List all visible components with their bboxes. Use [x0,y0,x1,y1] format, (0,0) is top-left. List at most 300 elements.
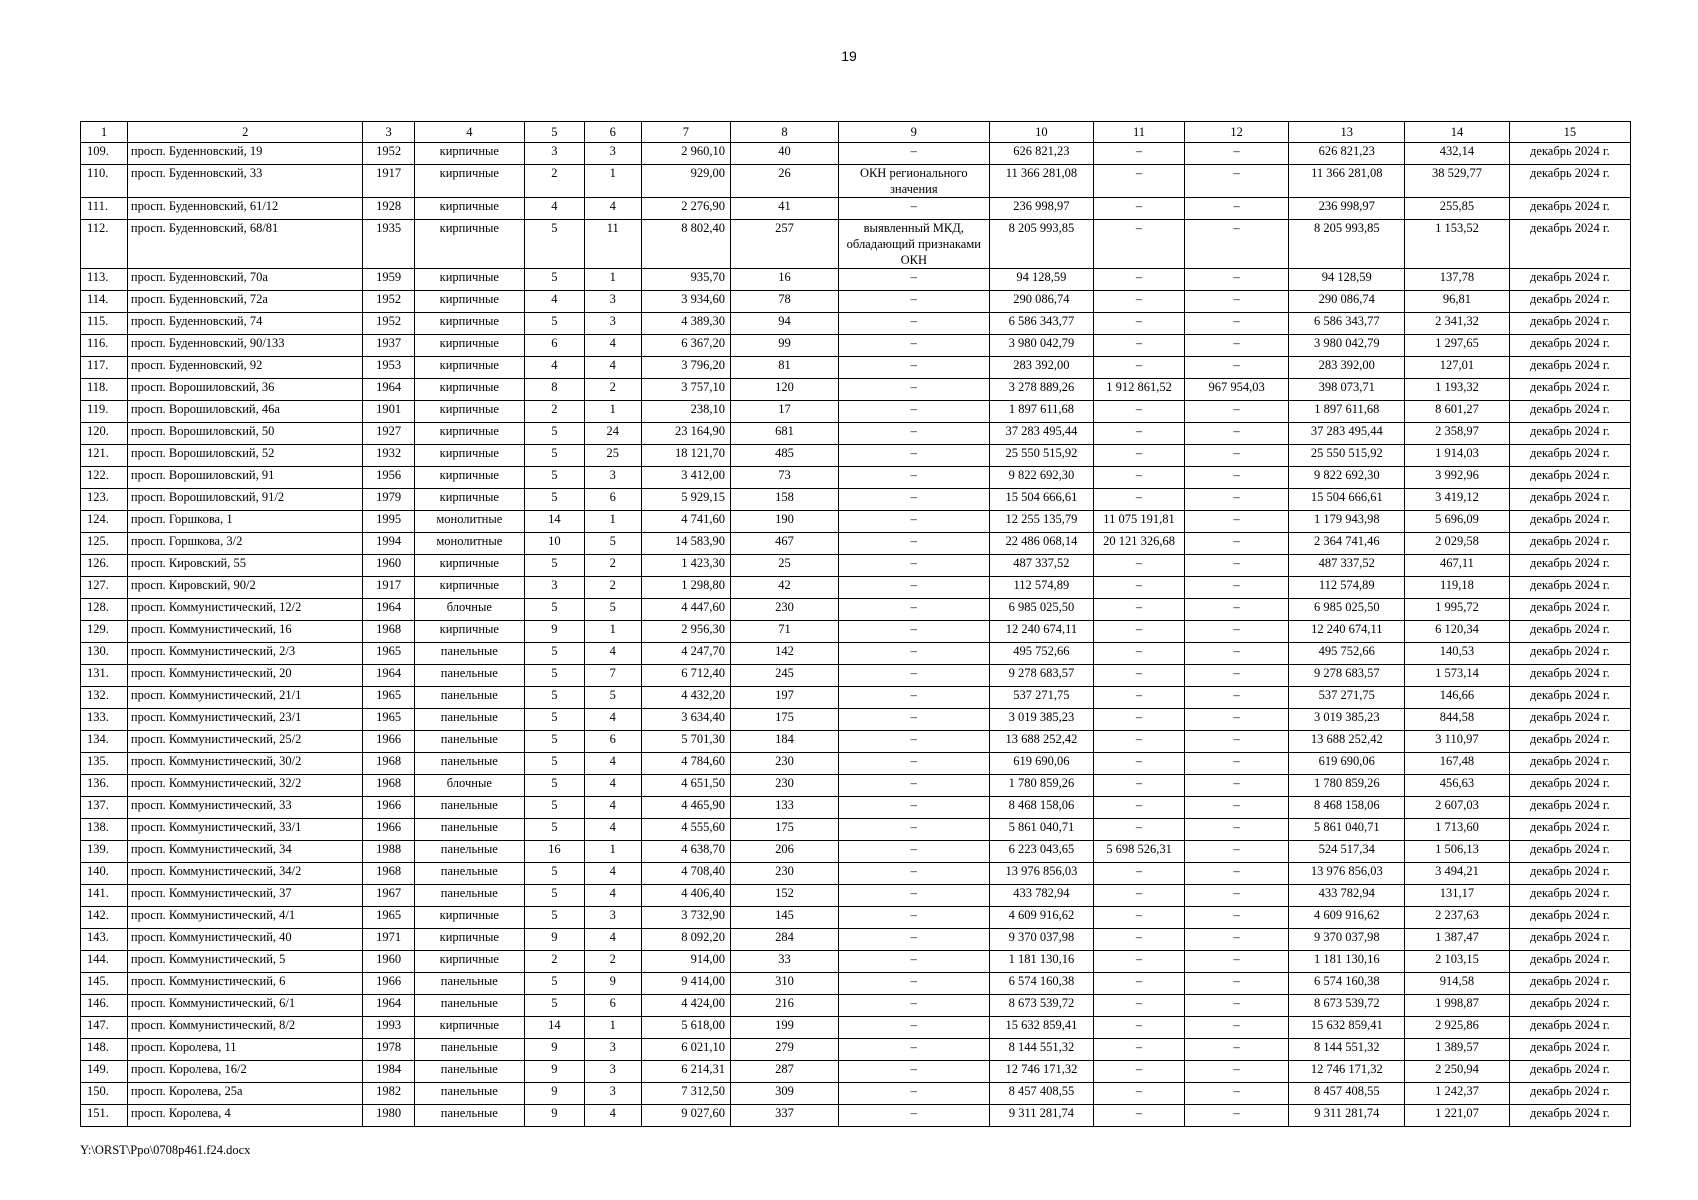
table-cell: 9 311 281,74 [1289,1105,1405,1127]
table-cell: декабрь 2024 г. [1509,665,1630,687]
table-cell: 142 [731,643,839,665]
table-cell: 1964 [363,599,414,621]
table-cell: – [1184,401,1289,423]
table-cell: 6 120,34 [1405,621,1510,643]
table-cell: – [1184,731,1289,753]
table-cell: 42 [731,577,839,599]
table-cell: 134. [81,731,128,753]
table-cell: кирпичные [414,929,524,951]
table-cell: декабрь 2024 г. [1509,643,1630,665]
table-cell: 4 [584,335,641,357]
table-cell: 2 925,86 [1405,1017,1510,1039]
table-cell: 1 [584,401,641,423]
table-cell: – [1094,335,1185,357]
table-cell: декабрь 2024 г. [1509,599,1630,621]
table-cell: 4 [524,291,584,313]
table-cell: 37 283 495,44 [989,423,1094,445]
table-row [81,357,1631,379]
table-cell: – [1184,753,1289,775]
column-number-header-row [81,122,1631,143]
table-cell: просп. Коммунистический, 30/2 [127,753,363,775]
table-cell: декабрь 2024 г. [1509,819,1630,841]
table-cell: 3 019 385,23 [1289,709,1405,731]
table-cell: 3 634,40 [641,709,730,731]
table-cell: блочные [414,599,524,621]
table-cell: 230 [731,863,839,885]
table-cell: 1 780 859,26 [1289,775,1405,797]
table-cell: просп. Коммунистический, 4/1 [127,907,363,929]
table-cell: 1959 [363,269,414,291]
table-cell: – [839,863,990,885]
page-number: 19 [841,48,857,64]
table-cell: 1 298,80 [641,577,730,599]
table-cell: – [839,1061,990,1083]
table-cell: 6 985 025,50 [989,599,1094,621]
file-path-footer: Y:\ORST\Ppo\0708p461.f24.docx [80,1143,251,1157]
table-cell: 4 [584,357,641,379]
table-cell: – [1184,198,1289,220]
table-cell: 432,14 [1405,143,1510,165]
table-cell: 6 [584,731,641,753]
table-cell: – [1184,165,1289,198]
table-cell: – [1184,143,1289,165]
table-cell: – [839,907,990,929]
table-cell: 5 [524,467,584,489]
table-cell: 4 [584,753,641,775]
table-cell: – [839,709,990,731]
table-cell: 149. [81,1061,128,1083]
table-cell: 11 [584,220,641,269]
table-cell: декабрь 2024 г. [1509,929,1630,951]
table-cell: декабрь 2024 г. [1509,1039,1630,1061]
table-cell: – [1184,489,1289,511]
table-cell: 1 897 611,68 [1289,401,1405,423]
table-cell: – [1184,1105,1289,1127]
table-cell: – [839,665,990,687]
table-cell: 290 086,74 [1289,291,1405,313]
table-cell: 1 423,30 [641,555,730,577]
table-cell: 6 574 160,38 [989,973,1094,995]
table-cell: – [839,819,990,841]
column-header: 5 [524,122,584,143]
table-cell: 8 802,40 [641,220,730,269]
table-cell: выявленный МКД, обладающий признаками ОКН [839,220,990,269]
table-cell: – [839,841,990,863]
table-cell: – [1184,1039,1289,1061]
table-cell: 1982 [363,1083,414,1105]
table-cell: панельные [414,643,524,665]
column-header: 4 [414,122,524,143]
table-cell: 1937 [363,335,414,357]
table-cell: 245 [731,665,839,687]
table-cell: декабрь 2024 г. [1509,907,1630,929]
table-cell: 619 690,06 [1289,753,1405,775]
table-cell: 1928 [363,198,414,220]
table-cell: 5 [524,220,584,269]
table-cell: 114. [81,291,128,313]
table-cell: – [1094,313,1185,335]
table-cell: кирпичные [414,269,524,291]
table-cell: 216 [731,995,839,1017]
table-cell: 914,58 [1405,973,1510,995]
table-cell: 7 [584,665,641,687]
column-header: 13 [1289,122,1405,143]
table-cell: кирпичные [414,423,524,445]
table-cell: – [1094,445,1185,467]
table-cell: – [1184,599,1289,621]
table-cell: 1 [584,841,641,863]
table-cell: монолитные [414,533,524,555]
table-cell: 4 [524,357,584,379]
table-cell: 5 618,00 [641,1017,730,1039]
table-cell: – [1184,775,1289,797]
table-cell: 681 [731,423,839,445]
table-cell: – [1184,269,1289,291]
table-cell: 1960 [363,555,414,577]
table-cell: просп. Горшкова, 3/2 [127,533,363,555]
table-cell: 14 [524,511,584,533]
table-row [81,863,1631,885]
table-cell: 12 255 135,79 [989,511,1094,533]
table-cell: – [839,731,990,753]
table-cell: – [1094,467,1185,489]
table-cell: 1965 [363,643,414,665]
table-cell: декабрь 2024 г. [1509,401,1630,423]
table-cell: 6 [584,489,641,511]
table-cell: 1 181 130,16 [1289,951,1405,973]
table-cell: 6 574 160,38 [1289,973,1405,995]
table-cell: просп. Королева, 16/2 [127,1061,363,1083]
table-cell: 1 242,37 [1405,1083,1510,1105]
table-cell: декабрь 2024 г. [1509,445,1630,467]
table-cell: 287 [731,1061,839,1083]
table-cell: 1 [584,165,641,198]
table-cell: 3 [584,467,641,489]
table-cell: 236 998,97 [1289,198,1405,220]
table-cell: панельные [414,1061,524,1083]
table-row [81,423,1631,445]
table-cell: ОКН регионального значения [839,165,990,198]
table-cell: кирпичные [414,143,524,165]
table-cell: 433 782,94 [1289,885,1405,907]
table-cell: 37 283 495,44 [1289,423,1405,445]
table-cell: – [1094,863,1185,885]
table-cell: просп. Коммунистический, 32/2 [127,775,363,797]
table-row [81,841,1631,863]
table-cell: – [1184,797,1289,819]
table-cell: 1993 [363,1017,414,1039]
table-cell: 138. [81,819,128,841]
table-cell: 206 [731,841,839,863]
table-cell: – [839,401,990,423]
table-cell: 230 [731,775,839,797]
table-cell: кирпичные [414,335,524,357]
table-cell: просп. Ворошиловский, 46а [127,401,363,423]
table-cell: декабрь 2024 г. [1509,1061,1630,1083]
table-cell: декабрь 2024 г. [1509,198,1630,220]
table-cell: 110. [81,165,128,198]
table-cell: 5 [524,885,584,907]
table-cell: 1968 [363,775,414,797]
table-cell: 6 586 343,77 [989,313,1094,335]
table-cell: 128. [81,599,128,621]
table-cell: 2 956,30 [641,621,730,643]
table-cell: 1994 [363,533,414,555]
table-cell: 4 [584,643,641,665]
table-cell: декабрь 2024 г. [1509,143,1630,165]
table-cell: 3 [584,291,641,313]
table-cell: декабрь 2024 г. [1509,1083,1630,1105]
table-cell: кирпичные [414,621,524,643]
table-cell: декабрь 2024 г. [1509,885,1630,907]
table-cell: кирпичные [414,401,524,423]
table-cell: декабрь 2024 г. [1509,863,1630,885]
table-cell: 144. [81,951,128,973]
table-cell: 1 998,87 [1405,995,1510,1017]
table-cell: 199 [731,1017,839,1039]
table-cell: просп. Буденновский, 92 [127,357,363,379]
table-cell: 844,58 [1405,709,1510,731]
table-cell: 122. [81,467,128,489]
table-cell: декабрь 2024 г. [1509,577,1630,599]
table-cell: просп. Ворошиловский, 91/2 [127,489,363,511]
table-cell: 1952 [363,143,414,165]
table-cell: – [1094,577,1185,599]
table-cell: просп. Ворошиловский, 50 [127,423,363,445]
table-cell: кирпичные [414,313,524,335]
table-cell: 184 [731,731,839,753]
table-cell: декабрь 2024 г. [1509,291,1630,313]
table-cell: 1966 [363,731,414,753]
table-cell: просп. Коммунистический, 12/2 [127,599,363,621]
table-cell: – [839,555,990,577]
table-cell: 9 [524,1105,584,1127]
table-cell: 133 [731,797,839,819]
table-cell: – [839,143,990,165]
table-cell: 8 673 539,72 [989,995,1094,1017]
table-cell: 1 153,52 [1405,220,1510,269]
table-cell: просп. Буденновский, 74 [127,313,363,335]
table-cell: – [1184,951,1289,973]
table-cell: просп. Буденновский, 70а [127,269,363,291]
table-cell: 4 465,90 [641,797,730,819]
table-cell: 1965 [363,709,414,731]
table-cell: – [1184,1061,1289,1083]
table-cell: 1917 [363,165,414,198]
table-cell: 11 075 191,81 [1094,511,1185,533]
table-cell: 1953 [363,357,414,379]
table-cell: 115. [81,313,128,335]
table-cell: 5 [524,269,584,291]
table-cell: 127,01 [1405,357,1510,379]
table-cell: 25 550 515,92 [989,445,1094,467]
table-cell: 1927 [363,423,414,445]
table-cell: 16 [524,841,584,863]
table-cell: 8 468 158,06 [1289,797,1405,819]
table-cell: – [1184,621,1289,643]
table-cell: 8 457 408,55 [989,1083,1094,1105]
table-cell: – [839,753,990,775]
table-cell: 2 [524,401,584,423]
table-cell: 11 366 281,08 [1289,165,1405,198]
table-cell: 81 [731,357,839,379]
table-cell: кирпичные [414,1017,524,1039]
table-cell: 9 278 683,57 [1289,665,1405,687]
table-cell: 13 976 856,03 [989,863,1094,885]
table-cell: 5 [584,687,641,709]
table-cell: – [839,643,990,665]
table-cell: – [839,423,990,445]
table-cell: – [839,467,990,489]
table-cell: 24 [584,423,641,445]
table-cell: 9 [524,929,584,951]
table-cell: 3 [524,577,584,599]
table-cell: 626 821,23 [989,143,1094,165]
table-cell: просп. Коммунистический, 25/2 [127,731,363,753]
table-cell: 2 [524,165,584,198]
table-cell: 3 934,60 [641,291,730,313]
table-cell: 137,78 [1405,269,1510,291]
table-cell: 1952 [363,313,414,335]
table-cell: 4 [584,198,641,220]
table-cell: 9 [524,1061,584,1083]
table-cell: 1952 [363,291,414,313]
table-cell: просп. Ворошиловский, 36 [127,379,363,401]
table-cell: – [839,775,990,797]
table-cell: 5 [524,775,584,797]
table-cell: 112 574,89 [1289,577,1405,599]
table-cell: 6 367,20 [641,335,730,357]
table-cell: 11 366 281,08 [989,165,1094,198]
table-cell: – [1184,291,1289,313]
table-cell: 2 [584,555,641,577]
table-cell: – [1184,577,1289,599]
table-cell: 3 [584,1083,641,1105]
table-cell: декабрь 2024 г. [1509,973,1630,995]
table-cell: 4 424,00 [641,995,730,1017]
table-cell: 158 [731,489,839,511]
table-cell: – [839,357,990,379]
table-cell: 1980 [363,1105,414,1127]
table-cell: 3 [584,313,641,335]
table-cell: – [1094,198,1185,220]
table-cell: 1 573,14 [1405,665,1510,687]
table-cell: 9 370 037,98 [989,929,1094,951]
table-cell: – [1184,643,1289,665]
table-cell: 5 [524,445,584,467]
table-row [81,951,1631,973]
table-cell: – [1094,797,1185,819]
table-row [81,313,1631,335]
table-cell: – [839,335,990,357]
table-cell: 5 [524,665,584,687]
table-cell: 12 240 674,11 [989,621,1094,643]
table-cell: 1988 [363,841,414,863]
table-cell: декабрь 2024 г. [1509,951,1630,973]
column-header: 7 [641,122,730,143]
table-cell: 5 [524,687,584,709]
table-cell: 4 609 916,62 [989,907,1094,929]
table-cell: декабрь 2024 г. [1509,423,1630,445]
table-cell: 4 389,30 [641,313,730,335]
table-cell: 1 221,07 [1405,1105,1510,1127]
column-header: 2 [127,122,363,143]
table-cell: 4 [584,819,641,841]
table-cell: 467 [731,533,839,555]
table-cell: 117. [81,357,128,379]
table-cell: декабрь 2024 г. [1509,687,1630,709]
table-cell: просп. Коммунистический, 6 [127,973,363,995]
table-cell: 1932 [363,445,414,467]
table-cell: 1964 [363,665,414,687]
table-cell: – [839,379,990,401]
table-cell: 5 [524,643,584,665]
table-row [81,995,1631,1017]
table-cell: 143. [81,929,128,951]
table-cell: – [1094,753,1185,775]
table-cell: 8 [524,379,584,401]
table-row [81,335,1631,357]
table-row [81,379,1631,401]
table-cell: 257 [731,220,839,269]
table-cell: 4 [524,198,584,220]
table-cell: кирпичные [414,951,524,973]
table-cell: просп. Коммунистический, 6/1 [127,995,363,1017]
table-cell: 15 632 859,41 [989,1017,1094,1039]
table-cell: – [1094,687,1185,709]
table-cell: – [1094,357,1185,379]
table-row [81,220,1631,269]
table-cell: 1979 [363,489,414,511]
table-cell: 283 392,00 [1289,357,1405,379]
table-cell: 1 297,65 [1405,335,1510,357]
table-cell: кирпичные [414,467,524,489]
table-cell: 175 [731,819,839,841]
table-cell: просп. Коммунистический, 34/2 [127,863,363,885]
table-cell: 337 [731,1105,839,1127]
table-cell: 495 752,66 [989,643,1094,665]
table-cell: 1 389,57 [1405,1039,1510,1061]
table-cell: – [1094,489,1185,511]
table-cell: просп. Буденновский, 68/81 [127,220,363,269]
table-cell: – [1094,555,1185,577]
table-cell: кирпичные [414,357,524,379]
table-cell: 3 110,97 [1405,731,1510,753]
table-cell: 16 [731,269,839,291]
table-cell: 487 337,52 [1289,555,1405,577]
table-cell: панельные [414,885,524,907]
table-cell: 8 205 993,85 [989,220,1094,269]
table-row [81,511,1631,533]
table-cell: 5 [584,533,641,555]
table-cell: – [839,599,990,621]
table-cell: декабрь 2024 г. [1509,731,1630,753]
table-cell: 2 029,58 [1405,533,1510,555]
table-cell: декабрь 2024 г. [1509,511,1630,533]
table-cell: 4 741,60 [641,511,730,533]
table-cell: – [839,973,990,995]
table-cell: 3 732,90 [641,907,730,929]
table-cell: – [1184,929,1289,951]
table-cell: панельные [414,1083,524,1105]
table-cell: просп. Коммунистический, 34 [127,841,363,863]
table-cell: 929,00 [641,165,730,198]
table-cell: 4 247,70 [641,643,730,665]
table-cell: 1 [584,511,641,533]
table-cell: 10 [524,533,584,555]
table-cell: 279 [731,1039,839,1061]
table-cell: – [1094,665,1185,687]
